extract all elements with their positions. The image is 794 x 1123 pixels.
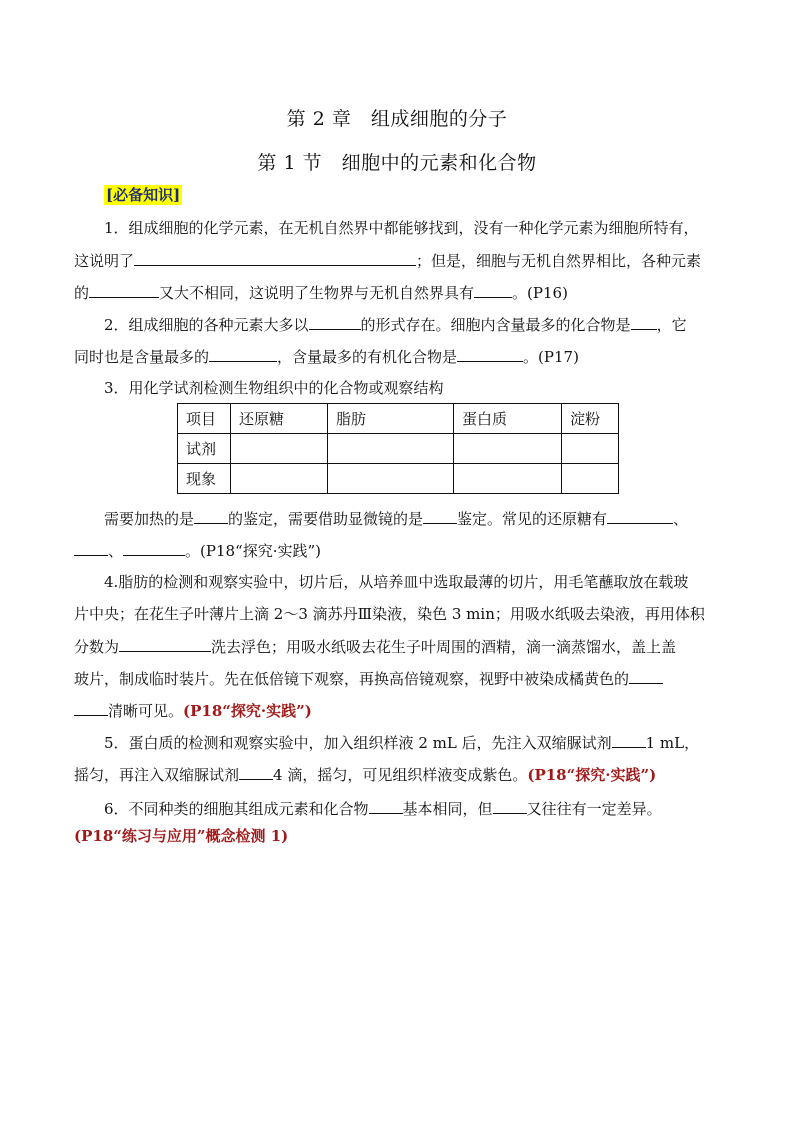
table-cell[interactable] (454, 464, 562, 494)
q2-line2 (74, 345, 579, 368)
chapter-title: 第 2 章 组成细胞的分子 (286, 108, 508, 130)
q5-line1 (104, 731, 699, 754)
q1-text: 的 (74, 284, 90, 302)
reference-note: (P18“练习与应用”概念检测 1) (74, 827, 289, 845)
answer-blank[interactable] (239, 763, 273, 780)
answer-blank[interactable] (493, 797, 527, 814)
q5-text: 摇匀，再注入双缩脲试剂 (74, 766, 240, 784)
answer-blank[interactable] (134, 249, 416, 266)
reference-note: (P18“探究·实践”) (527, 766, 657, 784)
answer-blank[interactable] (209, 345, 277, 362)
q4-text: 清晰可见。 (108, 702, 184, 720)
q6-text: 6．不同种类的细胞其组成元素和化合物 (104, 800, 369, 818)
q4-line2: 片中央；在花生子叶薄片上滴 2～3 滴苏丹Ⅲ染液，染色 3 min；用吸水纸吸去染液，再用体积 (74, 605, 705, 623)
table-row (178, 434, 619, 464)
table-header-cell: 还原糖 (231, 404, 328, 434)
q3-text: 、 (108, 542, 124, 560)
q5-line2 (74, 763, 656, 786)
q2-text: 的形式存在。细胞内含量最多的化合物是 (360, 316, 631, 334)
q3-after-line2 (74, 539, 321, 562)
table-header-cell: 项目 (178, 404, 231, 434)
q1-line3 (74, 281, 568, 304)
q3-text: 。(P18“探究·实践”) (185, 542, 322, 560)
answer-blank[interactable] (74, 699, 108, 716)
q1-text: 。(P16) (512, 284, 568, 302)
answer-blank[interactable] (123, 539, 185, 556)
q4-line4 (74, 667, 663, 690)
table-cell[interactable] (562, 464, 619, 494)
table-header-cell: 蛋白质 (454, 404, 562, 434)
table-row (178, 464, 619, 494)
answer-blank[interactable] (423, 507, 457, 524)
q2-text: ，含量最多的有机化合物是 (277, 348, 458, 366)
q3-text: 鉴定。常见的还原糖有 (457, 510, 608, 528)
q1-line2 (74, 249, 701, 272)
table-cell[interactable] (231, 464, 328, 494)
table-cell[interactable] (328, 464, 454, 494)
q6-text: 基本相同，但 (402, 800, 493, 818)
answer-blank[interactable] (474, 281, 512, 298)
q1-text: 这说明了 (74, 252, 135, 270)
q3-text: 需要加热的是 (104, 510, 195, 528)
q4-line1: 4.脂肪的检测和观察实验中，切片后，从培养皿中选取最薄的切片，用毛笔蘸取放在载玻 (104, 573, 689, 591)
answer-blank[interactable] (89, 281, 159, 298)
q3-text: 、 (673, 510, 689, 528)
section-title: 第 1 节 细胞中的元素和化合物 (257, 152, 537, 174)
answer-blank[interactable] (457, 345, 523, 362)
q2-line1 (104, 313, 687, 336)
answer-blank[interactable] (194, 507, 228, 524)
table-row-label: 试剂 (178, 434, 231, 464)
answer-blank[interactable] (309, 313, 361, 330)
q6-line2 (74, 825, 288, 847)
q4-line3 (74, 635, 676, 658)
q1-line1: 1．组成细胞的化学元素，在无机自然界中都能够找到，没有一种化学元素为细胞所特有， (104, 219, 699, 237)
table-cell[interactable] (328, 434, 454, 464)
q4-line5 (74, 699, 312, 722)
q4-text: 玻片，制成临时装片。先在低倍镜下观察，再换高倍镜观察，视野中被染成橘黄色的 (74, 670, 630, 688)
answer-blank[interactable] (607, 507, 673, 524)
q4-text: 分数为 (74, 638, 120, 656)
q6-line1 (104, 797, 662, 820)
q5-text: 4 滴，摇匀，可见组织样液变成紫色。 (273, 766, 528, 784)
q2-text: 2．组成细胞的各种元素大多以 (104, 316, 309, 334)
q6-text: 又往往有一定差异。 (526, 800, 662, 818)
table-cell[interactable] (454, 434, 562, 464)
answer-blank[interactable] (369, 797, 403, 814)
table-row-label: 现象 (178, 464, 231, 494)
answer-blank[interactable] (629, 667, 663, 684)
reference-note: (P18“探究·实践”) (183, 702, 312, 720)
q3-line1: 3．用化学试剂检测生物组织中的化合物或观察结构 (104, 379, 444, 397)
table-header-cell: 淀粉 (562, 404, 619, 434)
q2-text: 同时也是含量最多的 (74, 348, 210, 366)
q5-text: 1 mL， (645, 734, 700, 752)
answer-blank[interactable] (74, 539, 108, 556)
q4-text: 洗去浮色；用吸水纸吸去花生子叶周围的酒精，滴一滴蒸馏水，盖上盖 (211, 638, 677, 656)
answer-blank[interactable] (612, 731, 646, 748)
table-header-row (178, 404, 619, 434)
q1-text: ；但是，细胞与无机自然界相比，各种元素 (416, 252, 702, 270)
q3-after-line1 (104, 507, 688, 530)
q3-text: 的鉴定，需要借助显微镜的是 (228, 510, 424, 528)
q2-text: 。(P17) (523, 348, 579, 366)
table-cell[interactable] (562, 434, 619, 464)
q5-text: 5．蛋白质的检测和观察实验中，加入组织样液 2 mL 后，先注入双缩脲试剂 (104, 734, 612, 752)
q2-text: ，它 (656, 316, 687, 334)
table-cell[interactable] (231, 434, 328, 464)
answer-blank[interactable] (631, 313, 657, 330)
table-header-cell: 脂肪 (328, 404, 454, 434)
detection-table (177, 403, 619, 494)
q1-text: 又大不相同，这说明了生物界与无机自然界具有 (159, 284, 475, 302)
answer-blank[interactable] (119, 635, 211, 652)
section-label: [必备知识] (106, 186, 181, 204)
